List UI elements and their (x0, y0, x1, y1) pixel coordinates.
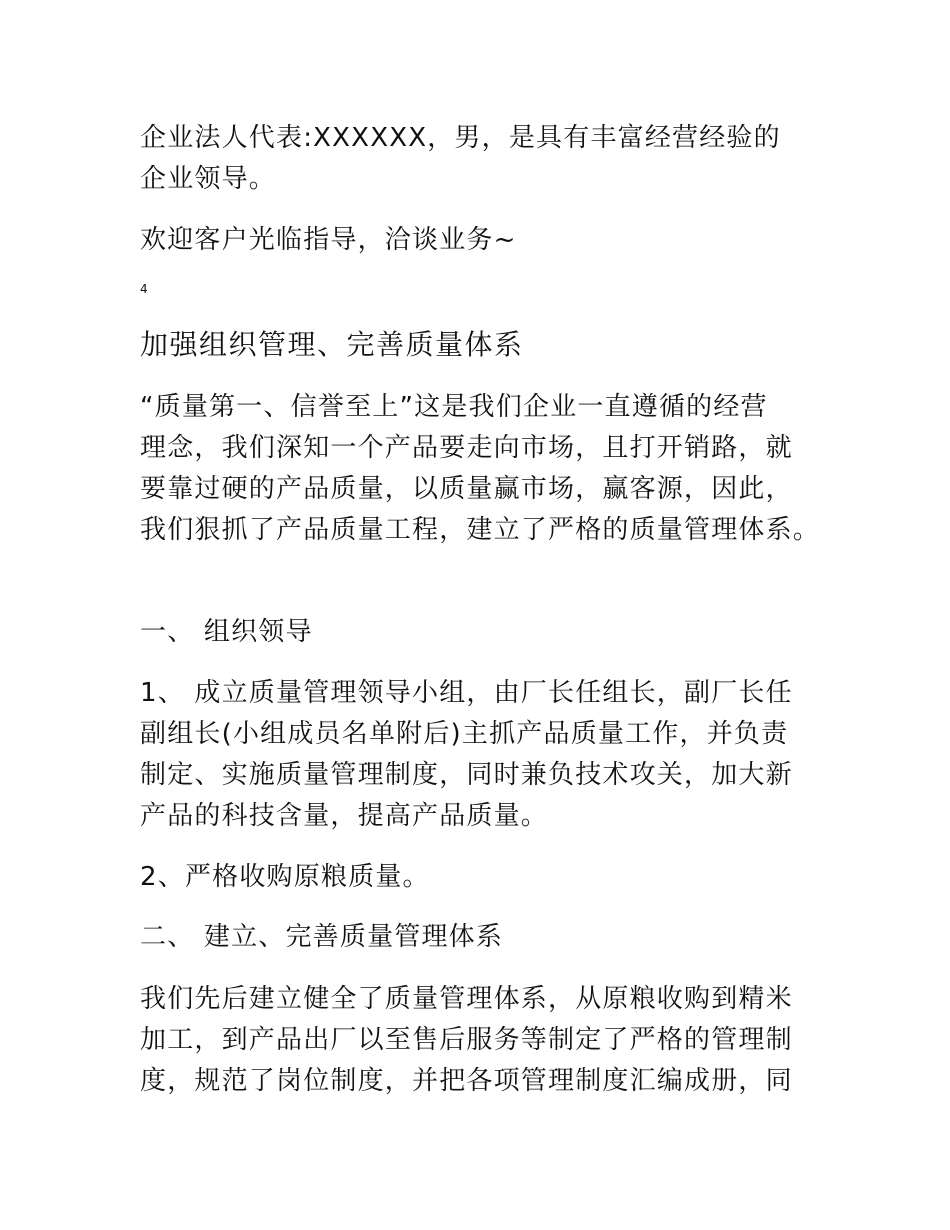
heading-1: 一、 组织领导 (140, 617, 313, 647)
welcome-line: 欢迎客户光临指导，洽谈业务~ (140, 225, 517, 255)
para1-line-3: 要靠过硬的产品质量，以质量赢市场，赢客源，因此， (140, 474, 793, 504)
para2-line-1: 我们先后建立健全了质量管理体系，从原粮收购到精米 (140, 984, 793, 1014)
item1-line-2: 副组长(小组成员名单附后)主抓产品质量工作，并负责 (140, 719, 789, 749)
para1-line-2: 理念，我们深知一个产品要走向市场，且打开销路，就 (140, 433, 793, 463)
para1-line-4: 我们狠抓了产品质量工程，建立了严格的质量管理体系。 (140, 515, 821, 545)
para2-line-3: 度，规范了岗位制度，并把各项管理制度汇编成册，同 (140, 1066, 793, 1096)
heading-2: 二、 建立、完善质量管理体系 (140, 922, 504, 952)
intro-line-2: 企业领导。 (140, 164, 277, 194)
item1-line-4: 产品的科技含量，提高产品质量。 (140, 801, 549, 831)
page-number: 4 (140, 282, 148, 296)
para1-line-1: “质量第一、信誉至上”这是我们企业一直遵循的经营 (140, 392, 768, 422)
item2-line: 2、严格收购原粮质量。 (140, 862, 430, 892)
para2-line-2: 加工，到产品出厂以至售后服务等制定了严格的管理制 (140, 1025, 793, 1055)
item1-line-3: 制定、实施质量管理制度，同时兼负技术攻关，加大新 (140, 760, 793, 790)
section-title: 加强组织管理、完善质量体系 (140, 328, 524, 361)
item1-line-1: 1、 成立质量管理领导小组，由厂长任组长，副厂长任 (140, 678, 793, 708)
intro-line-1: 企业法人代表:XXXXXX，男，是具有丰富经营经验的 (140, 123, 781, 153)
